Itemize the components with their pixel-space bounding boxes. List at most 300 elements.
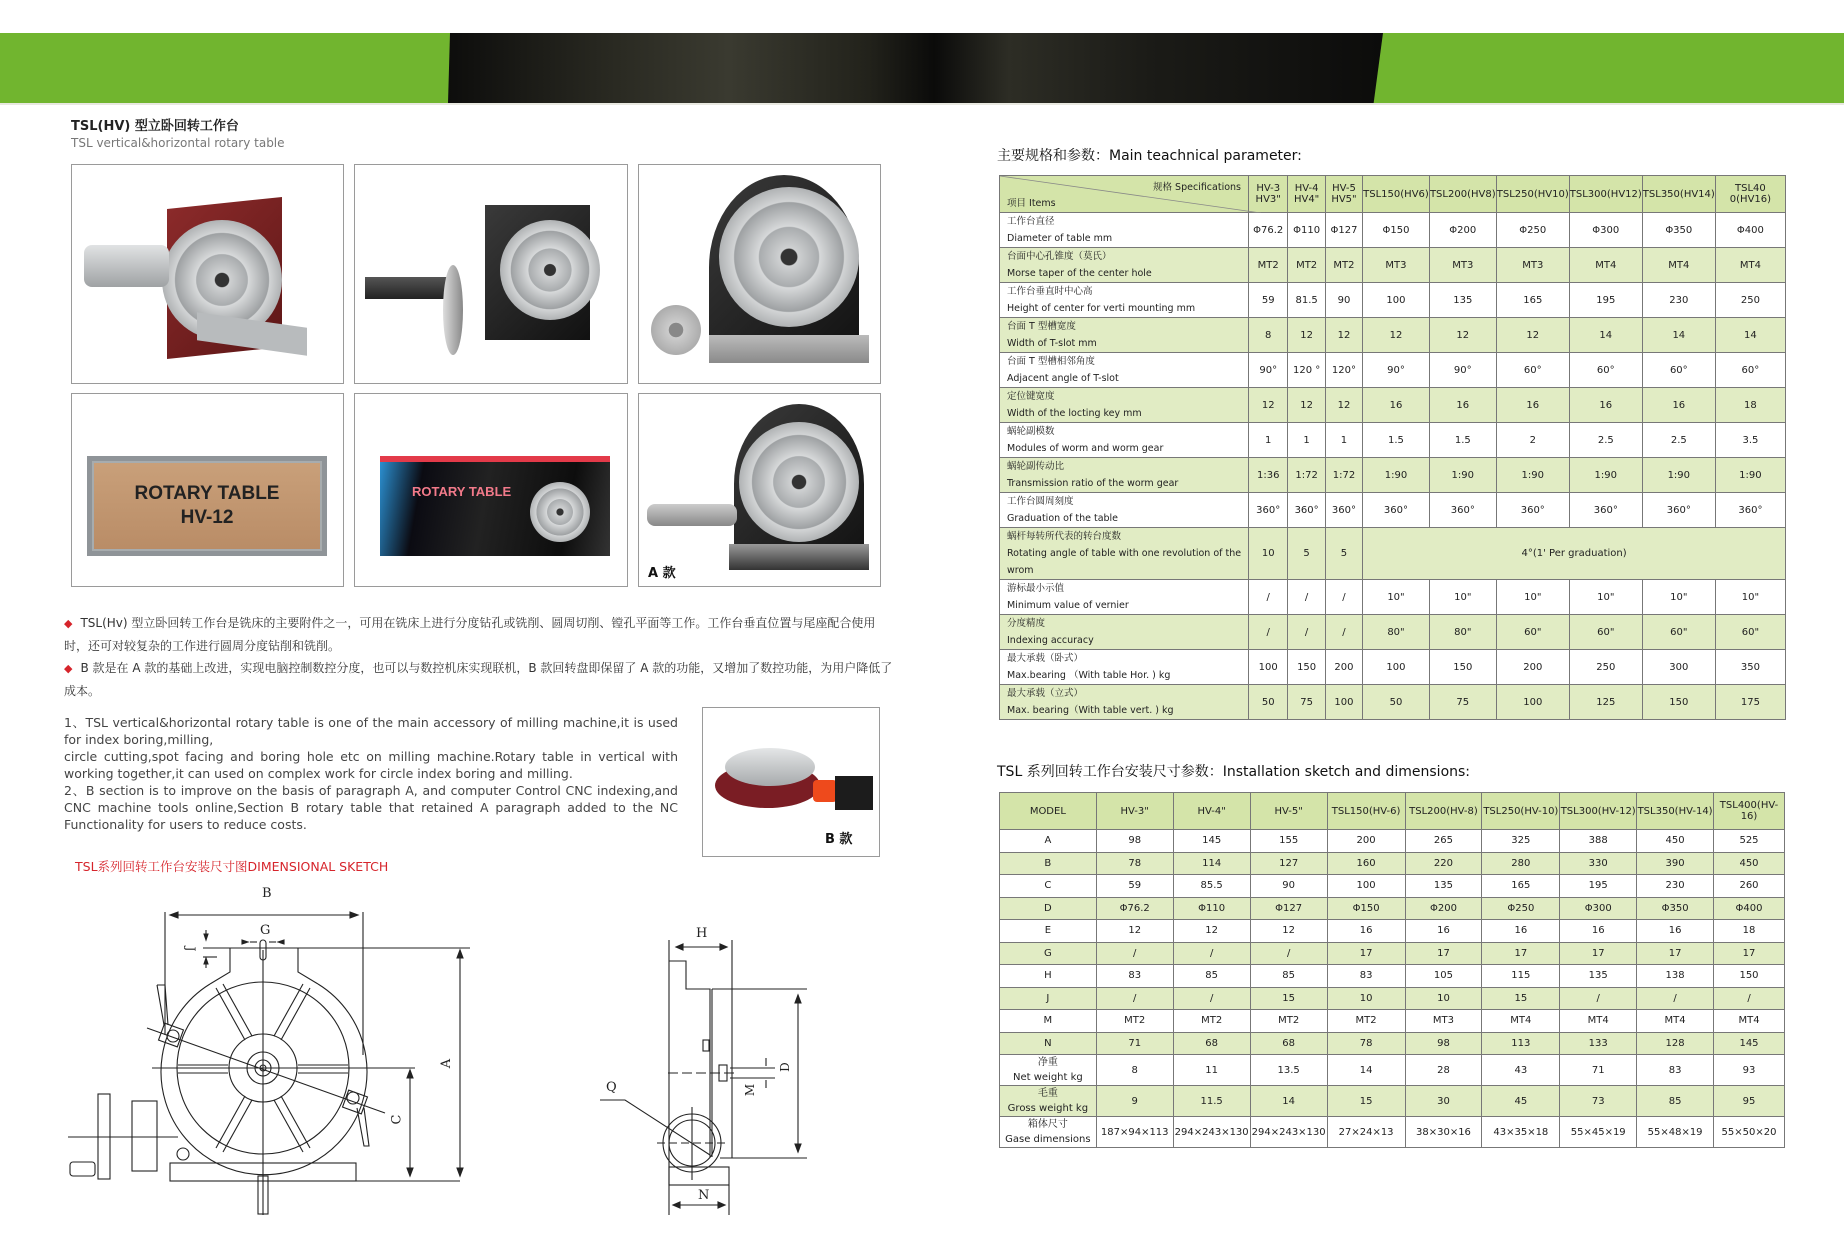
spec-table-title: 主要规格和参数：Main teachnical parameter: xyxy=(997,148,1302,164)
dim-cell: 16 xyxy=(1637,920,1714,943)
dim-cell: 28 xyxy=(1405,1055,1482,1086)
spec-cell: 3.5 xyxy=(1715,423,1785,458)
dim-cell: 100 xyxy=(1327,875,1405,898)
spec-cell: 81.5 xyxy=(1288,283,1325,318)
spec-cell: 360° xyxy=(1569,493,1642,528)
dim-cell: 9 xyxy=(1096,1086,1173,1117)
dim-table-row xyxy=(1000,897,1785,920)
dim-cell: 525 xyxy=(1714,830,1785,853)
dim-cell: Φ150 xyxy=(1327,897,1405,920)
spec-cell: 150 xyxy=(1429,650,1496,685)
spec-item-label: 最大承载（立式） Max. bearing（With table vert. ) kg xyxy=(1000,685,1249,720)
spec-cell: 1:90 xyxy=(1496,458,1569,493)
dim-cell: 15 xyxy=(1482,987,1560,1010)
dim-row-label: M xyxy=(1000,1010,1097,1033)
dim-cell: 17 xyxy=(1405,942,1482,965)
description-en: 1、TSL vertical&horizontal rotary table is one of the main accessory of milling machine,it is used for index boring,milling, circle cutting,spot facing and boring hole etc on milling machine.Rotary table in vertical with working together,it can used on complex work for circle index boring and milling. 2、B section is to improve on the basis of paragraph A, and computer Control CNC indexing,and CNC machine tools online,Section B rotary table that retained A paragraph added to the NC Functionality for users to reduce costs. xyxy=(64,715,678,832)
spec-table-row xyxy=(1000,685,1786,720)
dim-cell: 138 xyxy=(1637,965,1714,988)
spec-cell: 1 xyxy=(1288,423,1325,458)
dim-cell: Φ127 xyxy=(1250,897,1327,920)
dim-cell: 220 xyxy=(1405,852,1482,875)
spec-table-row xyxy=(1000,388,1786,423)
dim-cell: 12 xyxy=(1250,920,1327,943)
dim-cell: Φ400 xyxy=(1714,897,1785,920)
front-view-sketch xyxy=(60,880,520,1220)
dim-cell: 388 xyxy=(1560,830,1637,853)
spec-cell: 250 xyxy=(1569,650,1642,685)
spec-cell: 200 xyxy=(1496,650,1569,685)
dim-cell: 128 xyxy=(1637,1032,1714,1055)
dim-cell: Φ300 xyxy=(1560,897,1637,920)
spec-table-row xyxy=(1000,213,1786,248)
spec-cell: MT4 xyxy=(1715,248,1785,283)
spec-col-header: TSL40 0(HV16) xyxy=(1715,176,1785,213)
spec-item-label: 工作台圆周刻度 Graduation of the table xyxy=(1000,493,1249,528)
spec-cell: MT4 xyxy=(1642,248,1715,283)
spec-cell: 195 xyxy=(1569,283,1642,318)
dim-table-row xyxy=(1000,942,1785,965)
wooden-crate-photo xyxy=(71,393,344,587)
dim-cell: 15 xyxy=(1250,987,1327,1010)
spec-cell: 1 xyxy=(1325,423,1362,458)
spec-cell: 360° xyxy=(1325,493,1362,528)
side-view-sketch xyxy=(600,900,820,1220)
dim-cell: 294×243×130 xyxy=(1173,1117,1250,1148)
page-title-cn: TSL(HV) 型立卧回转工作台 xyxy=(71,119,239,134)
dim-col-header: HV-3" xyxy=(1096,793,1173,830)
spec-item-label: 分度精度 Indexing accuracy xyxy=(1000,615,1249,650)
spec-cell: 350 xyxy=(1715,650,1785,685)
dim-table-row xyxy=(1000,830,1785,853)
description-cn-item: ◆ B 款是在 A 款的基础上改进，实现电脑控制数控分度，也可以与数控机床实现联机，B 款回转盘即保留了 A 款的功能，又增加了数控功能，为用户降低了成本。 xyxy=(64,661,893,698)
dim-cell: 145 xyxy=(1173,830,1250,853)
dim-cell: 230 xyxy=(1637,875,1714,898)
spec-corner-header: 规格 Specifications 项目 Items xyxy=(1000,176,1249,213)
spec-cell: 60" xyxy=(1715,615,1785,650)
spec-item-label: 蜗轮副模数 Modules of worm and worm gear xyxy=(1000,423,1249,458)
spec-cell: 75 xyxy=(1429,685,1496,720)
spec-cell: 360° xyxy=(1249,493,1288,528)
spec-cell: 10" xyxy=(1642,580,1715,615)
spec-cell: 14 xyxy=(1715,318,1785,353)
dim-cell: 390 xyxy=(1637,852,1714,875)
dim-cell: MT2 xyxy=(1250,1010,1327,1033)
spec-cell: 360° xyxy=(1715,493,1785,528)
dim-cell: 90 xyxy=(1250,875,1327,898)
dim-cell: / xyxy=(1560,987,1637,1010)
dim-cell: 68 xyxy=(1250,1032,1327,1055)
spec-cell: 16 xyxy=(1569,388,1642,423)
dim-row-label: C xyxy=(1000,875,1097,898)
dim-cell: 325 xyxy=(1482,830,1560,853)
dim-cell: 83 xyxy=(1637,1055,1714,1086)
spec-cell: Φ350 xyxy=(1642,213,1715,248)
spec-cell: 10" xyxy=(1496,580,1569,615)
spec-cell: 60" xyxy=(1642,615,1715,650)
dim-label-b: B xyxy=(262,886,272,901)
dim-cell: 115 xyxy=(1482,965,1560,988)
spec-table xyxy=(999,175,1786,720)
spec-cell: 10" xyxy=(1715,580,1785,615)
spec-cell: Φ150 xyxy=(1363,213,1430,248)
dim-cell: 17 xyxy=(1714,942,1785,965)
dim-table-row xyxy=(1000,1032,1785,1055)
spec-cell: 50 xyxy=(1363,685,1430,720)
spec-item-label: 最大承载（卧式） Max.bearing （With table Hor. ) kg xyxy=(1000,650,1249,685)
spec-cell: 10" xyxy=(1429,580,1496,615)
dim-row-label: A xyxy=(1000,830,1097,853)
spec-cell: Φ200 xyxy=(1429,213,1496,248)
dim-cell: 38×30×16 xyxy=(1405,1117,1482,1148)
spec-cell: MT3 xyxy=(1496,248,1569,283)
dim-cell: 11 xyxy=(1173,1055,1250,1086)
dim-cell: 280 xyxy=(1482,852,1560,875)
spec-cell: Φ76.2 xyxy=(1249,213,1288,248)
spec-cell: 125 xyxy=(1569,685,1642,720)
spec-cell: 1:90 xyxy=(1715,458,1785,493)
dim-cell: 16 xyxy=(1482,920,1560,943)
spec-cell: / xyxy=(1288,580,1325,615)
spec-cell: MT3 xyxy=(1429,248,1496,283)
dim-row-label: B xyxy=(1000,852,1097,875)
dim-cell: 265 xyxy=(1405,830,1482,853)
spec-cell: 18 xyxy=(1715,388,1785,423)
dim-cell: 93 xyxy=(1714,1055,1785,1086)
dim-cell: 71 xyxy=(1560,1055,1637,1086)
spec-cell: 12 xyxy=(1363,318,1430,353)
dim-cell: 10 xyxy=(1327,987,1405,1010)
spec-cell: 12 xyxy=(1288,388,1325,423)
spec-cell: 120 ° xyxy=(1288,353,1325,388)
spec-table-row xyxy=(1000,580,1786,615)
box-label: ROTARY TABLE xyxy=(412,484,512,499)
dim-cell: 150 xyxy=(1714,965,1785,988)
spec-cell: 12 xyxy=(1496,318,1569,353)
spec-cell: 14 xyxy=(1642,318,1715,353)
dim-col-header: MODEL xyxy=(1000,793,1097,830)
dim-cell: 294×243×130 xyxy=(1250,1117,1327,1148)
dim-cell: 145 xyxy=(1714,1032,1785,1055)
spec-col-header: HV-4 HV4" xyxy=(1288,176,1325,213)
spec-cell: 8 xyxy=(1249,318,1288,353)
dim-cell: 95 xyxy=(1714,1086,1785,1117)
dim-label-n: N xyxy=(698,1188,710,1203)
spec-cell: 100 xyxy=(1363,283,1430,318)
dim-table xyxy=(999,792,1785,1148)
spec-item-label: 工作台直径 Diameter of table mm xyxy=(1000,213,1249,248)
dim-cell: / xyxy=(1096,987,1173,1010)
banner-divider xyxy=(0,103,1844,105)
dim-cell: 160 xyxy=(1327,852,1405,875)
dim-cell: 165 xyxy=(1482,875,1560,898)
spec-item-label: 工作台垂直时中心高 Height of center for verti mounting mm xyxy=(1000,283,1249,318)
spec-cell: 16 xyxy=(1642,388,1715,423)
crate-label-line1: ROTARY TABLE xyxy=(134,483,280,504)
spec-cell: 1:90 xyxy=(1642,458,1715,493)
dim-cell: 16 xyxy=(1327,920,1405,943)
dim-cell: 14 xyxy=(1250,1086,1327,1117)
dim-table-row xyxy=(1000,965,1785,988)
page-title-en: TSL vertical&horizontal rotary table xyxy=(71,136,285,150)
dim-cell: 85 xyxy=(1250,965,1327,988)
dim-cell: 68 xyxy=(1173,1032,1250,1055)
spec-cell: MT4 xyxy=(1569,248,1642,283)
spec-cell: 200 xyxy=(1325,650,1362,685)
spec-cell: 60" xyxy=(1496,615,1569,650)
spec-cell: MT2 xyxy=(1288,248,1325,283)
dim-cell: 133 xyxy=(1560,1032,1637,1055)
dim-label-d: D xyxy=(777,1062,792,1072)
spec-cell: 90° xyxy=(1429,353,1496,388)
dim-label-m: M xyxy=(743,1083,758,1097)
spec-cell: 2.5 xyxy=(1569,423,1642,458)
spec-cell: 80" xyxy=(1429,615,1496,650)
spec-table-row xyxy=(1000,283,1786,318)
spec-cell: 100 xyxy=(1249,650,1288,685)
spec-cell: 5 xyxy=(1288,528,1325,580)
dim-cell: 98 xyxy=(1096,830,1173,853)
dim-label-c: C xyxy=(389,1114,405,1125)
dim-cell: 11.5 xyxy=(1173,1086,1250,1117)
spec-table-row xyxy=(1000,248,1786,283)
spec-cell: 360° xyxy=(1496,493,1569,528)
spec-cell: 90° xyxy=(1363,353,1430,388)
spec-cell: 60° xyxy=(1715,353,1785,388)
spec-cell: / xyxy=(1249,580,1288,615)
spec-cell: 60° xyxy=(1496,353,1569,388)
spec-cell: 2 xyxy=(1496,423,1569,458)
dim-col-header: TSL350(HV-14) xyxy=(1637,793,1714,830)
dim-cell: 195 xyxy=(1560,875,1637,898)
spec-cell: 175 xyxy=(1715,685,1785,720)
dim-cell: 55×45×19 xyxy=(1560,1117,1637,1148)
dim-label-j: J xyxy=(183,946,198,952)
dim-col-header: TSL250(HV-10) xyxy=(1482,793,1560,830)
model-a-photo xyxy=(638,393,881,587)
spec-table-row xyxy=(1000,650,1786,685)
dim-table-row xyxy=(1000,875,1785,898)
spec-table-row xyxy=(1000,318,1786,353)
spec-col-header: TSL350(HV14) xyxy=(1642,176,1715,213)
spec-merged-cell: 4°(1' Per graduation) xyxy=(1363,528,1786,580)
spec-cell: Φ250 xyxy=(1496,213,1569,248)
dim-table-row xyxy=(1000,1086,1785,1117)
spec-table-row xyxy=(1000,458,1786,493)
spec-cell: / xyxy=(1325,580,1362,615)
dim-cell: MT4 xyxy=(1482,1010,1560,1033)
spec-cell: 16 xyxy=(1496,388,1569,423)
spec-table-row xyxy=(1000,423,1786,458)
spec-cell: Φ400 xyxy=(1715,213,1785,248)
spec-cell: 2.5 xyxy=(1642,423,1715,458)
spec-cell: 360° xyxy=(1429,493,1496,528)
dim-cell: 16 xyxy=(1560,920,1637,943)
spec-table-row xyxy=(1000,528,1786,580)
spec-col-header: HV-3 HV3" xyxy=(1249,176,1288,213)
dim-cell: / xyxy=(1173,987,1250,1010)
dim-cell: 155 xyxy=(1250,830,1327,853)
dim-col-header: TSL200(HV-8) xyxy=(1405,793,1482,830)
dim-cell: 16 xyxy=(1405,920,1482,943)
spec-cell: Φ300 xyxy=(1569,213,1642,248)
spec-cell: 60" xyxy=(1569,615,1642,650)
spec-cell: 1 xyxy=(1249,423,1288,458)
spec-cell: MT2 xyxy=(1249,248,1288,283)
spec-cell: 1:90 xyxy=(1429,458,1496,493)
spec-cell: 10 xyxy=(1249,528,1288,580)
red-rotary-table-photo xyxy=(71,164,344,384)
spec-cell: 59 xyxy=(1249,283,1288,318)
dim-col-header: HV-5" xyxy=(1250,793,1327,830)
spec-cell: 150 xyxy=(1288,650,1325,685)
spec-item-label: 台面 T 型槽宽度 Width of T-slot mm xyxy=(1000,318,1249,353)
dim-cell: 83 xyxy=(1327,965,1405,988)
spec-item-label: 定位键宽度 Width of the locting key mm xyxy=(1000,388,1249,423)
dim-cell: 127 xyxy=(1250,852,1327,875)
dim-cell: 17 xyxy=(1482,942,1560,965)
description-cn xyxy=(64,612,894,702)
dim-row-label: 箱体尺寸 Gase dimensions xyxy=(1000,1117,1097,1148)
dim-cell: 187×94×113 xyxy=(1096,1117,1173,1148)
spec-cell: 1:90 xyxy=(1363,458,1430,493)
spec-cell: 12 xyxy=(1249,388,1288,423)
dim-cell: 260 xyxy=(1714,875,1785,898)
dim-cell: MT4 xyxy=(1637,1010,1714,1033)
dim-cell: 450 xyxy=(1714,852,1785,875)
spec-item-label: 蜗轮副传动比 Transmission ratio of the worm gear xyxy=(1000,458,1249,493)
dim-col-header: HV-4" xyxy=(1173,793,1250,830)
dim-row-label: D xyxy=(1000,897,1097,920)
spec-cell: 150 xyxy=(1642,685,1715,720)
dim-cell: / xyxy=(1173,942,1250,965)
dim-cell: MT2 xyxy=(1173,1010,1250,1033)
spec-cell: 1:90 xyxy=(1569,458,1642,493)
model-a-tag: A 款 xyxy=(648,566,676,581)
model-b-tag: B 款 xyxy=(825,832,853,847)
dim-cell: 17 xyxy=(1637,942,1714,965)
spec-cell: 165 xyxy=(1496,283,1569,318)
diamond-bullet-icon: ◆ xyxy=(64,662,73,675)
spec-cell: 90° xyxy=(1249,353,1288,388)
spec-cell: 12 xyxy=(1325,318,1362,353)
spec-cell: 100 xyxy=(1363,650,1430,685)
dim-col-header: TSL300(HV-12) xyxy=(1560,793,1637,830)
dim-cell: 17 xyxy=(1327,942,1405,965)
spec-col-header: TSL250(HV10) xyxy=(1496,176,1569,213)
spec-cell: 12 xyxy=(1325,388,1362,423)
dim-cell: Φ200 xyxy=(1405,897,1482,920)
dim-cell: 83 xyxy=(1096,965,1173,988)
dim-cell: 30 xyxy=(1405,1086,1482,1117)
spec-cell: Φ127 xyxy=(1325,213,1362,248)
dim-cell: MT2 xyxy=(1096,1010,1173,1033)
dim-cell: 73 xyxy=(1560,1086,1637,1117)
dim-table-row xyxy=(1000,852,1785,875)
spec-cell: 1:72 xyxy=(1325,458,1362,493)
dim-cell: 13.5 xyxy=(1250,1055,1327,1086)
spec-cell: 16 xyxy=(1363,388,1430,423)
spec-cell: 1.5 xyxy=(1429,423,1496,458)
dim-cell: MT2 xyxy=(1327,1010,1405,1033)
spec-item-label: 台面中心孔锥度（莫氏） Morse taper of the center hole xyxy=(1000,248,1249,283)
dim-cell: / xyxy=(1714,987,1785,1010)
spec-cell: 300 xyxy=(1642,650,1715,685)
spec-col-header: TSL150(HV6) xyxy=(1363,176,1430,213)
dim-col-header: TSL400(HV-16) xyxy=(1714,793,1785,830)
spec-cell: 16 xyxy=(1429,388,1496,423)
dim-cell: 18 xyxy=(1714,920,1785,943)
dim-row-label: J xyxy=(1000,987,1097,1010)
dim-cell: 85 xyxy=(1637,1086,1714,1117)
dim-row-label: H xyxy=(1000,965,1097,988)
dim-cell: 330 xyxy=(1560,852,1637,875)
dim-cell: Φ250 xyxy=(1482,897,1560,920)
dim-cell: 85.5 xyxy=(1173,875,1250,898)
crate-label-line2: HV-12 xyxy=(180,507,234,528)
dim-cell: 43×35×18 xyxy=(1482,1117,1560,1148)
spec-table-row xyxy=(1000,615,1786,650)
spec-cell: 14 xyxy=(1569,318,1642,353)
dim-col-header: TSL150(HV-6) xyxy=(1327,793,1405,830)
spec-cell: / xyxy=(1249,615,1288,650)
spec-table-row xyxy=(1000,353,1786,388)
dim-cell: / xyxy=(1096,942,1173,965)
retail-box-photo xyxy=(354,393,628,587)
dim-cell: 114 xyxy=(1173,852,1250,875)
dim-cell: Φ350 xyxy=(1637,897,1714,920)
spec-cell: 230 xyxy=(1642,283,1715,318)
spec-col-header: TSL200(HV8) xyxy=(1429,176,1496,213)
dim-cell: 98 xyxy=(1405,1032,1482,1055)
spec-cell: 135 xyxy=(1429,283,1496,318)
spec-cell: 1.5 xyxy=(1363,423,1430,458)
spec-cell: 360° xyxy=(1363,493,1430,528)
spec-cell: 120° xyxy=(1325,353,1362,388)
dim-cell: 27×24×13 xyxy=(1327,1117,1405,1148)
dim-cell: MT4 xyxy=(1560,1010,1637,1033)
dim-cell: 55×50×20 xyxy=(1714,1117,1785,1148)
dim-cell: 105 xyxy=(1405,965,1482,988)
spec-cell: 90 xyxy=(1325,283,1362,318)
spec-cell: 80" xyxy=(1363,615,1430,650)
dim-cell: / xyxy=(1250,942,1327,965)
dim-table-row xyxy=(1000,920,1785,943)
spec-col-header: TSL300(HV12) xyxy=(1569,176,1642,213)
dim-cell: 8 xyxy=(1096,1055,1173,1086)
dim-cell: 450 xyxy=(1637,830,1714,853)
spec-cell: 10" xyxy=(1569,580,1642,615)
sketch-title: TSL系列回转工作台安装尺寸图DIMENSIONAL SKETCH xyxy=(75,859,389,874)
dim-cell: 113 xyxy=(1482,1032,1560,1055)
dim-table-row xyxy=(1000,1010,1785,1033)
dim-table-row xyxy=(1000,1055,1785,1086)
dim-cell: 55×48×19 xyxy=(1637,1117,1714,1148)
dim-row-label: G xyxy=(1000,942,1097,965)
dim-cell: 17 xyxy=(1560,942,1637,965)
spec-cell: 1:36 xyxy=(1249,458,1288,493)
dim-cell: 135 xyxy=(1560,965,1637,988)
dim-cell: 59 xyxy=(1096,875,1173,898)
spec-cell: / xyxy=(1288,615,1325,650)
dim-cell: 45 xyxy=(1482,1086,1560,1117)
spec-cell: 12 xyxy=(1288,318,1325,353)
spec-cell: 250 xyxy=(1715,283,1785,318)
spec-cell: 12 xyxy=(1429,318,1496,353)
dim-table-row xyxy=(1000,1117,1785,1148)
dim-cell: 43 xyxy=(1482,1055,1560,1086)
dim-cell: 12 xyxy=(1173,920,1250,943)
